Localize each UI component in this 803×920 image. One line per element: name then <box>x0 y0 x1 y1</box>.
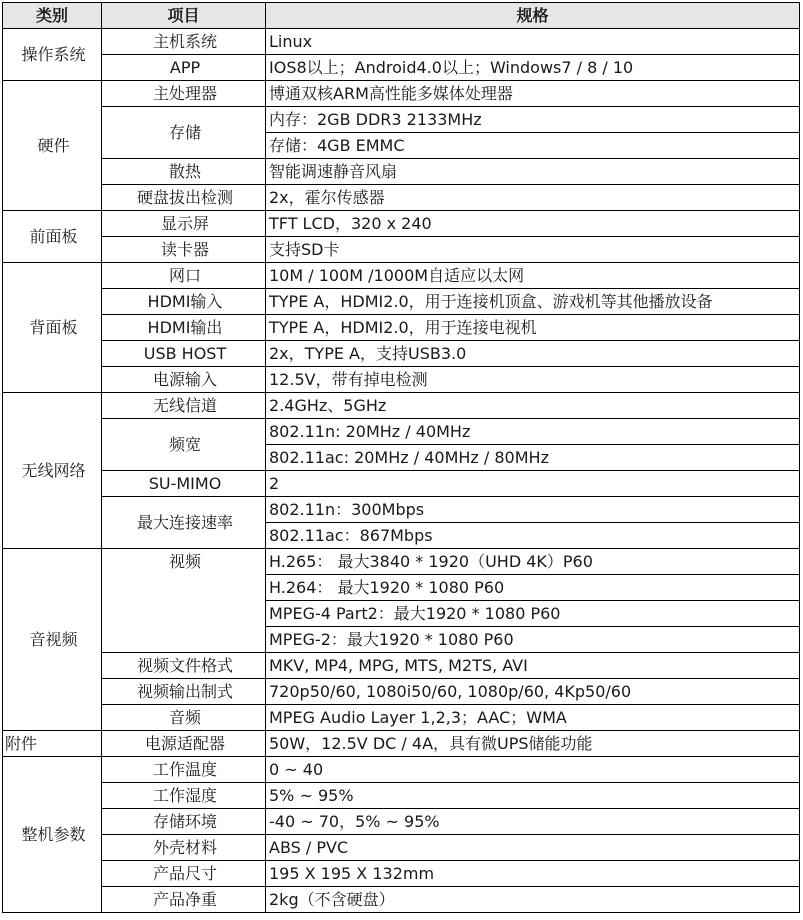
header-row <box>3 3 800 29</box>
spec-cell: IOS8以上；Android4.0以上；Windows7 / 8 / 10 <box>266 55 800 81</box>
spec-cell: 0 ~ 40 <box>266 757 800 783</box>
table-row <box>3 705 800 731</box>
spec-cell: 802.11n: 20MHz / 40MHz <box>266 419 800 445</box>
header-category: 类别 <box>3 3 102 29</box>
item-cell: 显示屏 <box>102 211 266 237</box>
spec-cell: 720p50/60, 1080i50/60, 1080p/60, 4Kp50/60 <box>266 679 800 705</box>
spec-cell: 195 X 195 X 132mm <box>266 861 800 887</box>
spec-cell: 802.11n：300Mbps <box>266 497 800 523</box>
spec-cell: 内存：2GB DDR3 2133MHz <box>266 107 800 133</box>
item-cell: 最大连接速率 <box>102 497 266 549</box>
item-cell: 硬盘拔出检测 <box>102 185 266 211</box>
table-row <box>3 887 800 913</box>
table-row <box>3 783 800 809</box>
spec-cell: Linux <box>266 29 800 55</box>
spec-cell: 802.11ac: 20MHz / 40MHz / 80MHz <box>266 445 800 471</box>
spec-cell: MPEG Audio Layer 1,2,3；AAC；WMA <box>266 705 800 731</box>
spec-cell: 5% ~ 95% <box>266 783 800 809</box>
item-cell: HDMI输出 <box>102 315 266 341</box>
item-cell: 频宽 <box>102 419 266 471</box>
item-cell: 无线信道 <box>102 393 266 419</box>
item-cell: 视频 <box>102 549 266 653</box>
item-cell: 工作湿度 <box>102 783 266 809</box>
spec-cell: 2x，TYPE A，支持USB3.0 <box>266 341 800 367</box>
table-row <box>3 757 800 783</box>
spec-table <box>2 2 800 913</box>
spec-cell: 12.5V，带有掉电检测 <box>266 367 800 393</box>
category-cell: 整机参数 <box>3 757 102 913</box>
item-cell: 主处理器 <box>102 81 266 107</box>
table-row <box>3 497 800 523</box>
spec-cell: H.264： 最大1920 * 1080 P60 <box>266 575 800 601</box>
spec-cell: MPEG-4 Part2：最大1920 * 1080 P60 <box>266 601 800 627</box>
spec-cell: 2.4GHz、5GHz <box>266 393 800 419</box>
item-cell: SU-MIMO <box>102 471 266 497</box>
spec-cell: TYPE A，HDMI2.0，用于连接电视机 <box>266 315 800 341</box>
item-cell: USB HOST <box>102 341 266 367</box>
table-row <box>3 211 800 237</box>
table-row <box>3 367 800 393</box>
table-row <box>3 55 800 81</box>
table-row <box>3 861 800 887</box>
table-row <box>3 393 800 419</box>
item-cell: 产品净重 <box>102 887 266 913</box>
table-row <box>3 549 800 575</box>
item-cell: HDMI输入 <box>102 289 266 315</box>
spec-cell: MPEG-2：最大1920 * 1080 P60 <box>266 627 800 653</box>
item-cell: 视频输出制式 <box>102 679 266 705</box>
header-item: 项目 <box>102 3 266 29</box>
item-cell: 存储 <box>102 107 266 159</box>
item-cell: 读卡器 <box>102 237 266 263</box>
spec-cell: 2x，霍尔传感器 <box>266 185 800 211</box>
spec-cell: 博通双核ARM高性能多媒体处理器 <box>266 81 800 107</box>
item-cell: 外壳材料 <box>102 835 266 861</box>
table-row <box>3 185 800 211</box>
category-cell: 操作系统 <box>3 29 102 81</box>
spec-cell: 50W，12.5V DC / 4A，具有微UPS储能功能 <box>266 731 800 757</box>
item-cell: 工作温度 <box>102 757 266 783</box>
item-cell: 网口 <box>102 263 266 289</box>
table-row <box>3 731 800 757</box>
spec-cell: 2kg（不含硬盘） <box>266 887 800 913</box>
table-row <box>3 471 800 497</box>
spec-cell: MKV, MP4, MPG, MTS, M2TS, AVI <box>266 653 800 679</box>
table-row <box>3 679 800 705</box>
category-cell: 音视频 <box>3 549 102 731</box>
table-row <box>3 809 800 835</box>
spec-cell: 智能调速静音风扇 <box>266 159 800 185</box>
table-row <box>3 263 800 289</box>
item-cell: 产品尺寸 <box>102 861 266 887</box>
category-cell: 附件 <box>3 731 102 757</box>
item-cell: 主机系统 <box>102 29 266 55</box>
table-row <box>3 29 800 55</box>
table-row <box>3 237 800 263</box>
spec-cell: TYPE A，HDMI2.0，用于连接机顶盒、游戏机等其他播放设备 <box>266 289 800 315</box>
item-cell: 视频文件格式 <box>102 653 266 679</box>
item-cell: 音频 <box>102 705 266 731</box>
table-row <box>3 159 800 185</box>
item-cell: 电源适配器 <box>102 731 266 757</box>
table-row <box>3 341 800 367</box>
table-row <box>3 419 800 445</box>
category-cell: 前面板 <box>3 211 102 263</box>
spec-cell: H.265： 最大3840 * 1920（UHD 4K）P60 <box>266 549 800 575</box>
spec-cell: ABS / PVC <box>266 835 800 861</box>
table-row <box>3 315 800 341</box>
category-cell: 背面板 <box>3 263 102 393</box>
spec-cell: 802.11ac：867Mbps <box>266 523 800 549</box>
table-row <box>3 653 800 679</box>
table-row <box>3 81 800 107</box>
item-cell: 电源输入 <box>102 367 266 393</box>
spec-cell: 2 <box>266 471 800 497</box>
table-row <box>3 835 800 861</box>
item-cell: 散热 <box>102 159 266 185</box>
category-cell: 无线网络 <box>3 393 102 549</box>
category-cell: 硬件 <box>3 81 102 211</box>
spec-cell: 支持SD卡 <box>266 237 800 263</box>
spec-cell: TFT LCD，320 x 240 <box>266 211 800 237</box>
table-row <box>3 289 800 315</box>
item-cell: 存储环境 <box>102 809 266 835</box>
header-spec: 规格 <box>266 3 800 29</box>
spec-cell: 10M / 100M /1000M自适应以太网 <box>266 263 800 289</box>
table-row <box>3 107 800 133</box>
item-cell: APP <box>102 55 266 81</box>
spec-cell: 存储：4GB EMMC <box>266 133 800 159</box>
spec-cell: -40 ~ 70，5% ~ 95% <box>266 809 800 835</box>
